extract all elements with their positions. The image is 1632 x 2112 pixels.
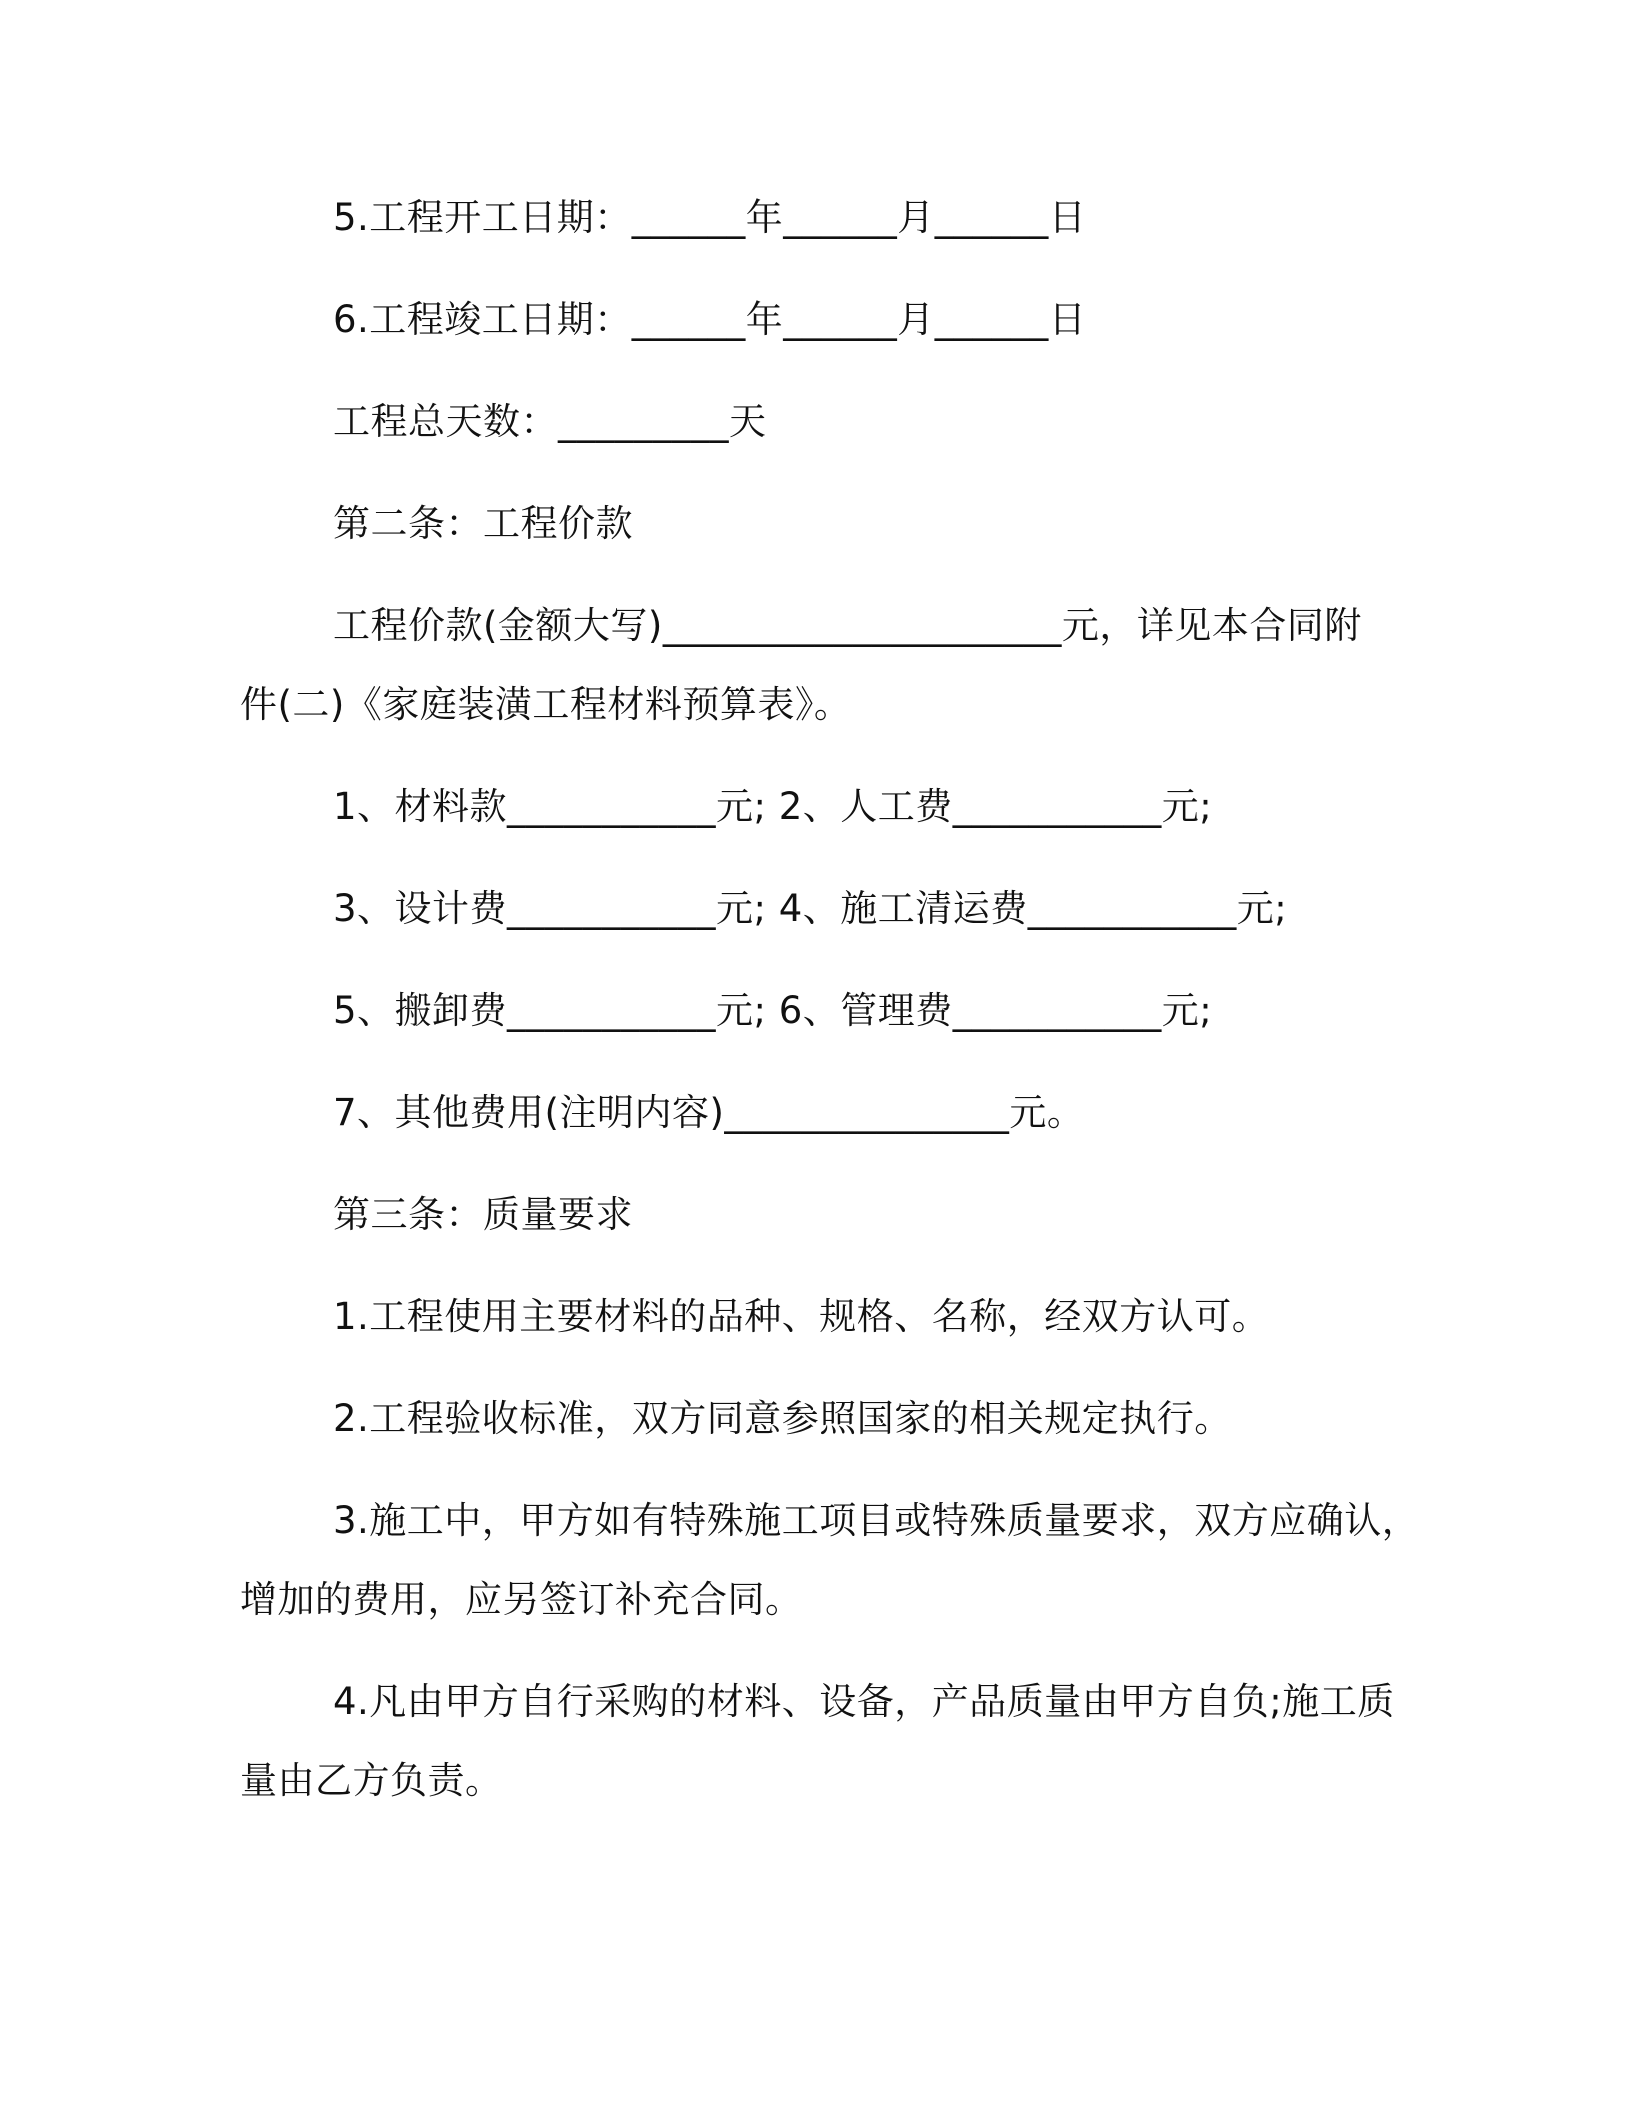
price-line: 工程价款(金额大写)_____________________元，详见本合同附 bbox=[333, 604, 1362, 647]
total-days-line: 工程总天数：_________天 bbox=[333, 400, 767, 443]
article-three-heading: 第三条：质量要求 bbox=[333, 1193, 633, 1236]
start-date-line: 5.工程开工日期：______年______月______日 bbox=[333, 196, 1087, 239]
completion-date-line: 6.工程竣工日期：______年______月______日 bbox=[333, 298, 1087, 341]
quality-item-4-continued: 量由乙方负责。 bbox=[240, 1759, 503, 1802]
price-line-continued: 件(二)《家庭装潢工程材料预算表》。 bbox=[240, 683, 852, 726]
quality-item-3-continued: 增加的费用，应另签订补充合同。 bbox=[240, 1578, 803, 1621]
fee-line-4: 7、其他费用(注明内容)_______________元。 bbox=[333, 1091, 1085, 1134]
quality-item-1: 1.工程使用主要材料的品种、规格、名称，经双方认可。 bbox=[333, 1295, 1270, 1338]
article-two-heading: 第二条：工程价款 bbox=[333, 502, 633, 545]
quality-item-4: 4.凡由甲方自行采购的材料、设备，产品质量由甲方自负;施工质 bbox=[333, 1680, 1395, 1723]
quality-item-2: 2.工程验收标准，双方同意参照国家的相关规定执行。 bbox=[333, 1397, 1232, 1440]
fee-line-3: 5、搬卸费___________元; 6、管理费___________元; bbox=[333, 989, 1213, 1032]
quality-item-3: 3.施工中，甲方如有特殊施工项目或特殊质量要求，双方应确认， bbox=[333, 1499, 1420, 1542]
fee-line-2: 3、设计费___________元; 4、施工清运费___________元; bbox=[333, 887, 1288, 930]
fee-line-1: 1、材料款___________元; 2、人工费___________元; bbox=[333, 785, 1213, 828]
